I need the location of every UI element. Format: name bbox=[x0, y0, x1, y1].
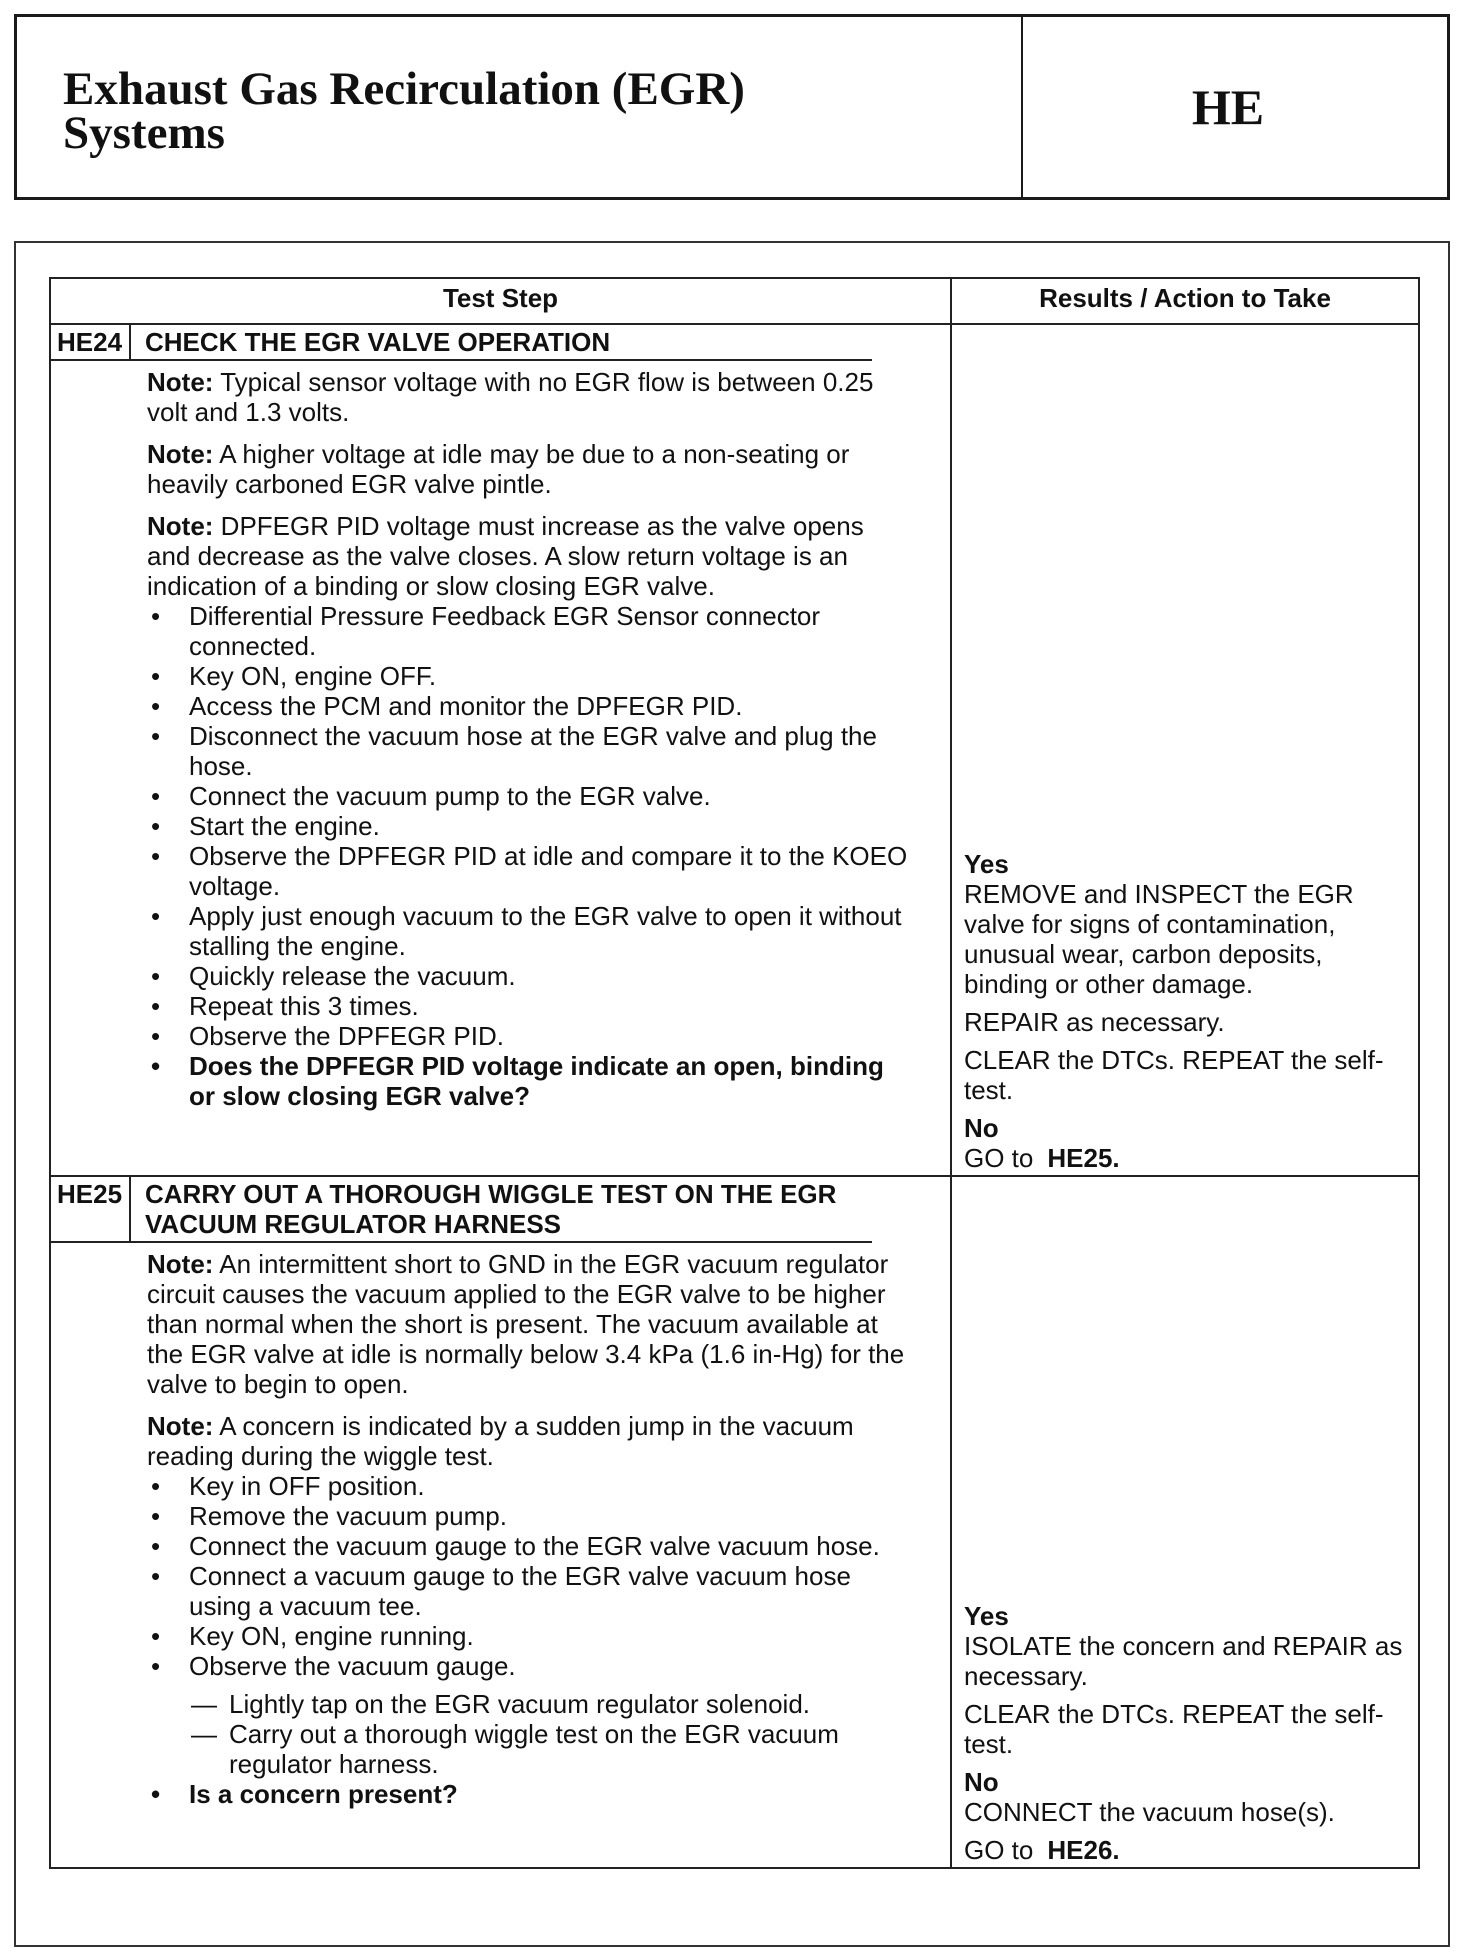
list-item: • Connect the vacuum gauge to the EGR valve vacuum hose. bbox=[147, 1531, 910, 1561]
no-label: No bbox=[964, 1767, 999, 1797]
step-title: CARRY OUT A THOROUGH WIGGLE TEST ON THE EGR VACUUM REGULATOR HARNESS bbox=[145, 1179, 837, 1239]
sub-list-item: — Carry out a thorough wiggle test on the EGR vacuum regulator harness. bbox=[189, 1719, 910, 1779]
note-text: Typical sensor voltage with no EGR flow is between 0.25 volt and 1.3 volts. bbox=[147, 367, 874, 427]
step-id: HE25 bbox=[51, 1177, 131, 1241]
step-body-he24 bbox=[51, 361, 950, 1111]
page-header bbox=[14, 14, 1450, 200]
list-item: • Remove the vacuum pump. bbox=[147, 1501, 910, 1531]
list-item: • Key in OFF position. bbox=[147, 1471, 910, 1501]
step-body-he25 bbox=[51, 1243, 950, 1809]
results-he25 bbox=[952, 1177, 1418, 1867]
table-row-he25 bbox=[50, 1176, 1419, 1868]
table-header-row bbox=[50, 278, 1419, 324]
results-cell-he24 bbox=[951, 324, 1419, 1176]
list-item: • Access the PCM and monitor the DPFEGR PID. bbox=[147, 691, 910, 721]
note bbox=[147, 439, 910, 499]
list-item: • Apply just enough vacuum to the EGR valve to open it without stalling the engine. bbox=[147, 901, 910, 961]
list-item: • Observe the DPFEGR PID at idle and compare it to the KOEO voltage. bbox=[147, 841, 910, 901]
list-item: • Start the engine. bbox=[147, 811, 910, 841]
note-label: Note: bbox=[147, 1411, 214, 1441]
result-yes bbox=[964, 1601, 1412, 1691]
step-question: • Does the DPFEGR PID voltage indicate an open, binding or slow closing EGR valve? bbox=[147, 1051, 910, 1111]
list-item: • Quickly release the vacuum. bbox=[147, 961, 910, 991]
go-to-prefix: GO to bbox=[964, 1143, 1034, 1173]
test-step-cell-he25 bbox=[50, 1176, 951, 1868]
list-item: • Key ON, engine running. bbox=[147, 1621, 910, 1651]
list-item: • Connect the vacuum pump to the EGR valve. bbox=[147, 781, 910, 811]
page-title-line-1: Exhaust Gas Recirculation (EGR) bbox=[63, 63, 745, 115]
note-label: Note: bbox=[147, 367, 214, 397]
step-title: CHECK THE EGR VALVE OPERATION bbox=[145, 327, 611, 357]
note bbox=[147, 367, 910, 427]
yes-action: ISOLATE the concern and REPAIR as necessary. bbox=[964, 1631, 1403, 1691]
go-to-step-link[interactable]: HE25. bbox=[1047, 1143, 1120, 1173]
note-text: An intermittent short to GND in the EGR vacuum regulator circuit causes the vacuum applied to the EGR valve to be higher than normal when the short is present. The vacuum available at the EGR valve at idle is normally below 3.4 kPa (1.6 in-Hg) for the valve to begin to open. bbox=[147, 1249, 905, 1399]
list-item: • Observe the DPFEGR PID. bbox=[147, 1021, 910, 1051]
list-item: • Connect a vacuum gauge to the EGR valve vacuum hose using a vacuum tee. bbox=[147, 1561, 910, 1621]
yes-action: CLEAR the DTCs. REPEAT the self-test. bbox=[964, 1699, 1384, 1759]
results-cell-he25 bbox=[951, 1176, 1419, 1868]
test-step-table bbox=[49, 277, 1420, 1869]
table-row-he24 bbox=[50, 324, 1419, 1176]
step-id: HE24 bbox=[51, 325, 131, 359]
step-heading-he25 bbox=[51, 1177, 872, 1243]
go-to-prefix: GO to bbox=[964, 1835, 1034, 1865]
result-yes bbox=[964, 849, 1412, 999]
yes-label: Yes bbox=[964, 849, 1009, 879]
test-step-cell-he24 bbox=[50, 324, 951, 1176]
note-label: Note: bbox=[147, 439, 214, 469]
note-text: A higher voltage at idle may be due to a non-seating or heavily carboned EGR valve pintle. bbox=[147, 439, 850, 499]
no-action: CONNECT the vacuum hose(s). bbox=[964, 1797, 1335, 1827]
note bbox=[147, 1411, 910, 1471]
list-item: • Key ON, engine OFF. bbox=[147, 661, 910, 691]
no-label: No bbox=[964, 1113, 999, 1143]
note bbox=[147, 511, 910, 601]
step-heading-he24 bbox=[51, 325, 872, 361]
list-item: • Differential Pressure Feedback EGR Sensor connector connected. bbox=[147, 601, 910, 661]
column-header-results: Results / Action to Take bbox=[951, 278, 1419, 324]
note-text: A concern is indicated by a sudden jump in the vacuum reading during the wiggle test. bbox=[147, 1411, 854, 1471]
yes-label: Yes bbox=[964, 1601, 1009, 1631]
yes-action: REMOVE and INSPECT the EGR valve for signs of contamination, unusual wear, carbon deposits, binding or other damage. bbox=[964, 879, 1354, 999]
list-item: • Repeat this 3 times. bbox=[147, 991, 910, 1021]
result-no bbox=[964, 1767, 1412, 1827]
go-to-line bbox=[964, 1835, 1412, 1865]
sub-procedure-list bbox=[147, 1689, 910, 1779]
page-title bbox=[17, 17, 1023, 197]
column-header-test-step: Test Step bbox=[50, 278, 951, 324]
procedure-list bbox=[147, 601, 910, 1111]
list-item: • Observe the vacuum gauge. bbox=[147, 1651, 910, 1681]
note-label: Note: bbox=[147, 511, 214, 541]
page-title-line-2: Systems bbox=[63, 107, 225, 159]
sub-list-item: — Lightly tap on the EGR vacuum regulator solenoid. bbox=[189, 1689, 910, 1719]
result-no bbox=[964, 1113, 1412, 1173]
procedure-list bbox=[147, 1471, 910, 1681]
list-item: • Disconnect the vacuum hose at the EGR valve and plug the hose. bbox=[147, 721, 910, 781]
yes-action: CLEAR the DTCs. REPEAT the self-test. bbox=[964, 1045, 1384, 1105]
note bbox=[147, 1249, 910, 1399]
note-text: DPFEGR PID voltage must increase as the valve opens and decrease as the valve closes. A slow return voltage is an indication of a binding or slow closing EGR valve. bbox=[147, 511, 864, 601]
section-code: HE bbox=[1191, 79, 1265, 135]
step-question: • Is a concern present? bbox=[147, 1779, 910, 1809]
results-he24 bbox=[952, 325, 1418, 1175]
note-label: Note: bbox=[147, 1249, 214, 1279]
question-list bbox=[147, 1779, 910, 1809]
yes-action: REPAIR as necessary. bbox=[964, 1007, 1225, 1037]
go-to-step-link[interactable]: HE26. bbox=[1047, 1835, 1120, 1865]
